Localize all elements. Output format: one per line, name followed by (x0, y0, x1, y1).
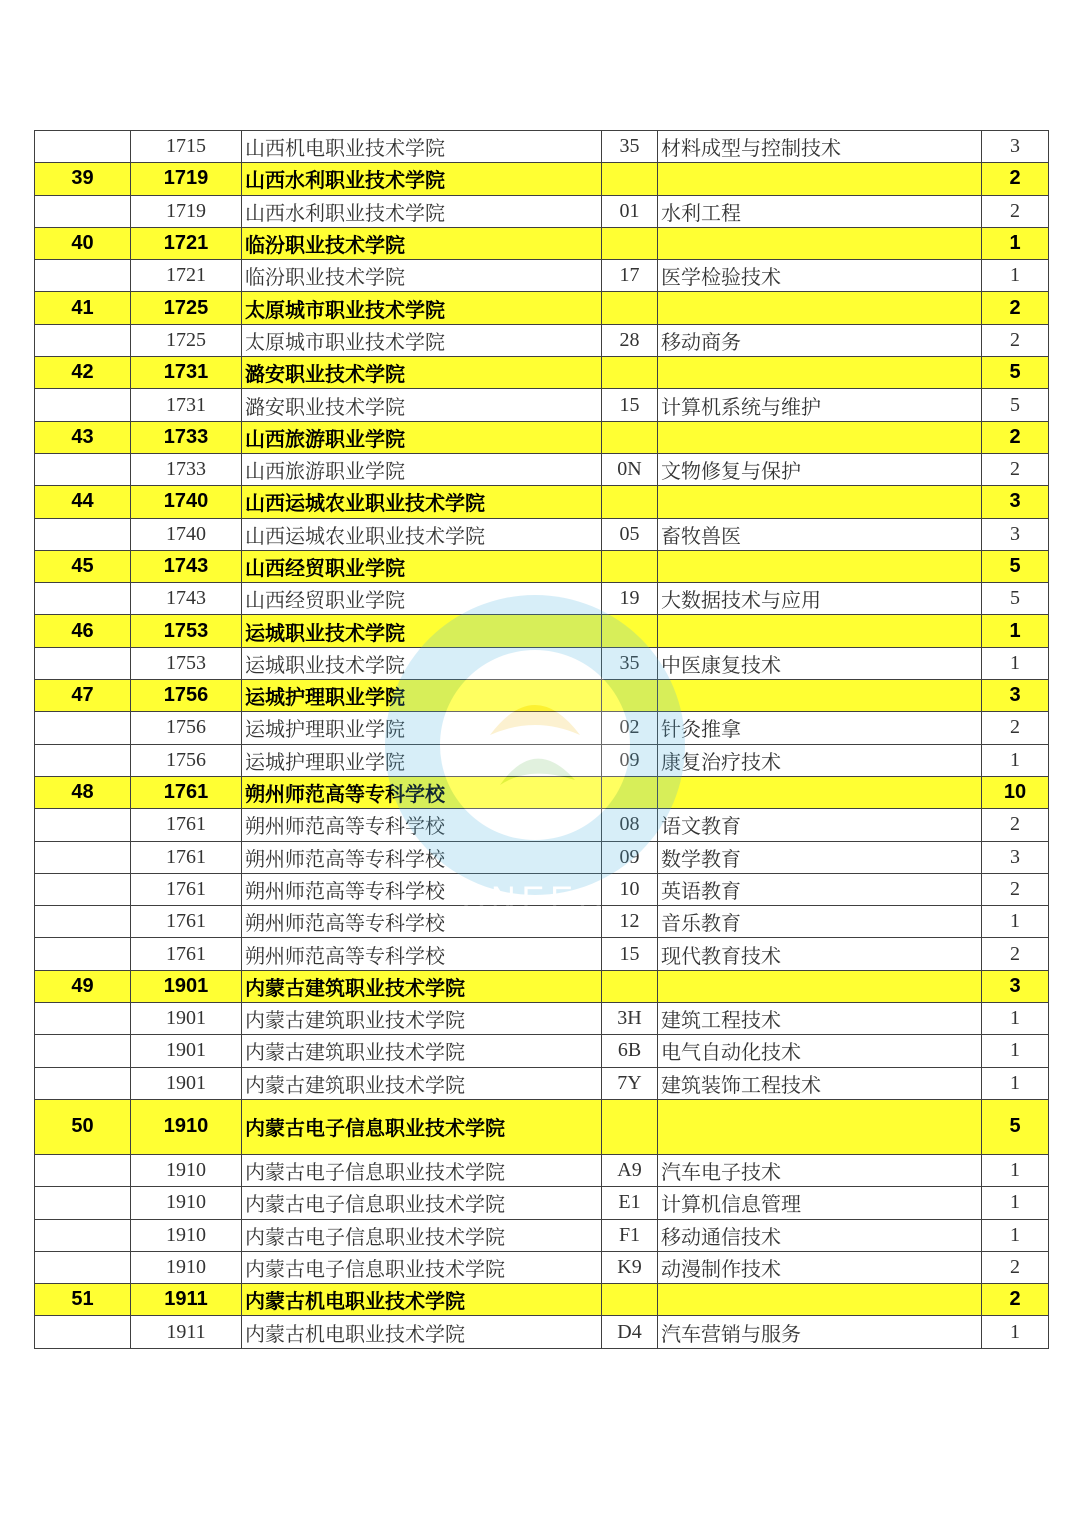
school-name: 内蒙古建筑职业技术学院 (242, 1067, 602, 1099)
plan-count: 2 (982, 195, 1049, 227)
school-name: 临汾职业技术学院 (242, 227, 602, 259)
row-index (35, 324, 131, 356)
plan-count: 3 (982, 841, 1049, 873)
school-row (35, 1099, 1049, 1154)
school-code: 1761 (131, 841, 242, 873)
row-index: 47 (35, 680, 131, 712)
school-name: 朔州师范高等专科学校 (242, 873, 602, 905)
major-name (658, 292, 982, 324)
major-code: 05 (602, 518, 658, 550)
school-name: 山西机电职业技术学院 (242, 131, 602, 163)
school-code: 1761 (131, 906, 242, 938)
school-code: 1761 (131, 809, 242, 841)
school-name: 潞安职业技术学院 (242, 389, 602, 421)
school-code: 1721 (131, 227, 242, 259)
school-code: 1761 (131, 938, 242, 970)
major-name: 汽车电子技术 (658, 1154, 982, 1186)
plan-count: 1 (982, 1035, 1049, 1067)
school-code: 1733 (131, 421, 242, 453)
school-row (35, 1284, 1049, 1316)
school-name: 山西运城农业职业技术学院 (242, 518, 602, 550)
school-code: 1753 (131, 647, 242, 679)
major-name (658, 680, 982, 712)
major-name: 建筑装饰工程技术 (658, 1067, 982, 1099)
major-code: 09 (602, 744, 658, 776)
major-code: 3H (602, 1003, 658, 1035)
plan-count: 1 (982, 260, 1049, 292)
major-name (658, 1284, 982, 1316)
school-name: 山西水利职业技术学院 (242, 195, 602, 227)
major-name: 移动通信技术 (658, 1219, 982, 1251)
school-name: 潞安职业技术学院 (242, 357, 602, 389)
row-index: 49 (35, 970, 131, 1002)
major-code: 02 (602, 712, 658, 744)
row-index: 39 (35, 163, 131, 195)
school-row (35, 615, 1049, 647)
major-code (602, 486, 658, 518)
school-code: 1743 (131, 550, 242, 582)
row-index (35, 647, 131, 679)
row-index (35, 938, 131, 970)
school-code: 1910 (131, 1251, 242, 1283)
major-row (35, 324, 1049, 356)
major-row (35, 809, 1049, 841)
school-name: 朔州师范高等专科学校 (242, 938, 602, 970)
major-name: 畜牧兽医 (658, 518, 982, 550)
school-name: 内蒙古电子信息职业技术学院 (242, 1251, 602, 1283)
major-row (35, 1067, 1049, 1099)
major-name (658, 615, 982, 647)
school-row (35, 227, 1049, 259)
major-row (35, 583, 1049, 615)
major-code: 12 (602, 906, 658, 938)
major-row (35, 647, 1049, 679)
school-code: 1761 (131, 776, 242, 808)
school-name: 朔州师范高等专科学校 (242, 809, 602, 841)
plan-count: 5 (982, 550, 1049, 582)
school-code: 1725 (131, 292, 242, 324)
plan-count: 2 (982, 453, 1049, 485)
major-name: 计算机系统与维护 (658, 389, 982, 421)
school-name: 临汾职业技术学院 (242, 260, 602, 292)
school-name: 内蒙古建筑职业技术学院 (242, 1035, 602, 1067)
plan-count: 10 (982, 776, 1049, 808)
school-code: 1731 (131, 357, 242, 389)
plan-count: 1 (982, 1219, 1049, 1251)
major-name: 中医康复技术 (658, 647, 982, 679)
school-row (35, 970, 1049, 1002)
major-row (35, 1219, 1049, 1251)
major-row (35, 389, 1049, 421)
school-name: 山西经贸职业学院 (242, 550, 602, 582)
major-name: 计算机信息管理 (658, 1187, 982, 1219)
school-code: 1761 (131, 873, 242, 905)
plan-count: 1 (982, 1067, 1049, 1099)
school-code: 1753 (131, 615, 242, 647)
plan-count: 2 (982, 421, 1049, 453)
major-name: 文物修复与保护 (658, 453, 982, 485)
major-code (602, 615, 658, 647)
school-name: 太原城市职业技术学院 (242, 292, 602, 324)
major-name: 建筑工程技术 (658, 1003, 982, 1035)
row-index (35, 1187, 131, 1219)
school-name: 山西旅游职业学院 (242, 421, 602, 453)
major-name (658, 357, 982, 389)
major-code: 7Y (602, 1067, 658, 1099)
major-code (602, 1099, 658, 1154)
school-code: 1910 (131, 1219, 242, 1251)
row-index: 41 (35, 292, 131, 324)
school-code: 1731 (131, 389, 242, 421)
row-index (35, 1154, 131, 1186)
row-index (35, 1067, 131, 1099)
plan-count: 1 (982, 1187, 1049, 1219)
major-code: 17 (602, 260, 658, 292)
school-code: 1910 (131, 1154, 242, 1186)
plan-count: 1 (982, 744, 1049, 776)
school-name: 内蒙古电子信息职业技术学院 (242, 1219, 602, 1251)
major-row (35, 938, 1049, 970)
school-row (35, 680, 1049, 712)
row-index: 50 (35, 1099, 131, 1154)
school-code: 1725 (131, 324, 242, 356)
plan-count: 2 (982, 938, 1049, 970)
plan-count: 5 (982, 583, 1049, 615)
major-name: 电气自动化技术 (658, 1035, 982, 1067)
plan-count: 2 (982, 163, 1049, 195)
major-row (35, 131, 1049, 163)
major-code: 08 (602, 809, 658, 841)
major-row (35, 1154, 1049, 1186)
major-name: 动漫制作技术 (658, 1251, 982, 1283)
school-code: 1911 (131, 1316, 242, 1348)
major-row (35, 1316, 1049, 1348)
major-row (35, 453, 1049, 485)
major-code (602, 227, 658, 259)
major-name: 移动商务 (658, 324, 982, 356)
major-name: 英语教育 (658, 873, 982, 905)
major-code: 15 (602, 938, 658, 970)
major-code (602, 1284, 658, 1316)
major-code: D4 (602, 1316, 658, 1348)
row-index (35, 1316, 131, 1348)
school-code: 1743 (131, 583, 242, 615)
row-index (35, 389, 131, 421)
major-name (658, 163, 982, 195)
major-name: 大数据技术与应用 (658, 583, 982, 615)
row-index (35, 195, 131, 227)
major-code: 6B (602, 1035, 658, 1067)
major-code: K9 (602, 1251, 658, 1283)
school-code: 1715 (131, 131, 242, 163)
major-code (602, 292, 658, 324)
major-row (35, 906, 1049, 938)
plan-count: 1 (982, 615, 1049, 647)
major-row (35, 744, 1049, 776)
major-code: 19 (602, 583, 658, 615)
school-name: 朔州师范高等专科学校 (242, 841, 602, 873)
plan-count: 1 (982, 1154, 1049, 1186)
school-name: 内蒙古建筑职业技术学院 (242, 1003, 602, 1035)
row-index (35, 744, 131, 776)
school-row (35, 163, 1049, 195)
plan-count: 2 (982, 712, 1049, 744)
major-name: 音乐教育 (658, 906, 982, 938)
plan-count: 2 (982, 809, 1049, 841)
major-row (35, 712, 1049, 744)
major-row (35, 1187, 1049, 1219)
major-code: 01 (602, 195, 658, 227)
plan-count: 2 (982, 324, 1049, 356)
major-name: 现代教育技术 (658, 938, 982, 970)
major-code: 0N (602, 453, 658, 485)
major-code (602, 550, 658, 582)
school-name: 运城职业技术学院 (242, 615, 602, 647)
row-index: 45 (35, 550, 131, 582)
major-name: 针灸推拿 (658, 712, 982, 744)
plan-count: 1 (982, 647, 1049, 679)
school-code: 1901 (131, 1067, 242, 1099)
major-code: 15 (602, 389, 658, 421)
school-code: 1721 (131, 260, 242, 292)
school-name: 运城护理职业学院 (242, 744, 602, 776)
major-name: 汽车营销与服务 (658, 1316, 982, 1348)
plan-count: 5 (982, 1099, 1049, 1154)
row-index (35, 841, 131, 873)
school-code: 1910 (131, 1187, 242, 1219)
major-row (35, 518, 1049, 550)
row-index (35, 1251, 131, 1283)
major-name (658, 970, 982, 1002)
school-code: 1719 (131, 163, 242, 195)
row-index (35, 712, 131, 744)
plan-count: 5 (982, 357, 1049, 389)
school-name: 运城职业技术学院 (242, 647, 602, 679)
school-code: 1756 (131, 744, 242, 776)
school-row (35, 486, 1049, 518)
school-code: 1911 (131, 1284, 242, 1316)
school-name: 内蒙古机电职业技术学院 (242, 1316, 602, 1348)
row-index (35, 1035, 131, 1067)
school-code: 1756 (131, 680, 242, 712)
row-index: 46 (35, 615, 131, 647)
major-code (602, 163, 658, 195)
row-index: 42 (35, 357, 131, 389)
row-index (35, 906, 131, 938)
major-row (35, 841, 1049, 873)
row-index (35, 809, 131, 841)
major-name: 水利工程 (658, 195, 982, 227)
major-code: A9 (602, 1154, 658, 1186)
school-code: 1733 (131, 453, 242, 485)
school-name: 内蒙古机电职业技术学院 (242, 1284, 602, 1316)
school-code: 1910 (131, 1099, 242, 1154)
school-code: 1756 (131, 712, 242, 744)
school-name: 山西旅游职业学院 (242, 453, 602, 485)
plan-count: 3 (982, 970, 1049, 1002)
major-name (658, 227, 982, 259)
enrollment-plan-table (34, 130, 1049, 1349)
school-name: 内蒙古建筑职业技术学院 (242, 970, 602, 1002)
major-name: 康复治疗技术 (658, 744, 982, 776)
row-index (35, 260, 131, 292)
plan-count: 3 (982, 486, 1049, 518)
row-index: 44 (35, 486, 131, 518)
row-index (35, 518, 131, 550)
major-row (35, 260, 1049, 292)
row-index (35, 453, 131, 485)
major-row (35, 1035, 1049, 1067)
row-index: 48 (35, 776, 131, 808)
plan-count: 5 (982, 389, 1049, 421)
table-body (35, 131, 1049, 1349)
major-name (658, 776, 982, 808)
school-code: 1901 (131, 970, 242, 1002)
major-code (602, 776, 658, 808)
plan-count: 2 (982, 1284, 1049, 1316)
row-index (35, 131, 131, 163)
plan-count: 3 (982, 518, 1049, 550)
school-name: 山西经贸职业学院 (242, 583, 602, 615)
plan-count: 1 (982, 227, 1049, 259)
major-name (658, 421, 982, 453)
watermark-text: SNEEA (462, 880, 608, 918)
school-name: 山西水利职业技术学院 (242, 163, 602, 195)
major-code (602, 357, 658, 389)
school-name: 朔州师范高等专科学校 (242, 776, 602, 808)
school-name: 山西运城农业职业技术学院 (242, 486, 602, 518)
major-row (35, 1003, 1049, 1035)
school-code: 1901 (131, 1003, 242, 1035)
row-index: 51 (35, 1284, 131, 1316)
major-code: E1 (602, 1187, 658, 1219)
major-name (658, 550, 982, 582)
row-index (35, 1003, 131, 1035)
school-row (35, 776, 1049, 808)
plan-count: 1 (982, 1003, 1049, 1035)
school-name: 内蒙古电子信息职业技术学院 (242, 1187, 602, 1219)
major-code (602, 421, 658, 453)
major-name (658, 1099, 982, 1154)
major-name: 医学检验技术 (658, 260, 982, 292)
major-code: 09 (602, 841, 658, 873)
major-code (602, 680, 658, 712)
school-code: 1740 (131, 486, 242, 518)
row-index (35, 583, 131, 615)
row-index (35, 1219, 131, 1251)
row-index: 40 (35, 227, 131, 259)
school-name: 运城护理职业学院 (242, 680, 602, 712)
major-name: 材料成型与控制技术 (658, 131, 982, 163)
major-row (35, 873, 1049, 905)
major-code: 35 (602, 647, 658, 679)
row-index (35, 873, 131, 905)
school-row (35, 550, 1049, 582)
school-name: 运城护理职业学院 (242, 712, 602, 744)
school-code: 1719 (131, 195, 242, 227)
major-code: F1 (602, 1219, 658, 1251)
row-index: 43 (35, 421, 131, 453)
major-code: 35 (602, 131, 658, 163)
major-name: 数学教育 (658, 841, 982, 873)
major-row (35, 195, 1049, 227)
school-code: 1901 (131, 1035, 242, 1067)
school-name: 内蒙古电子信息职业技术学院 (242, 1099, 602, 1154)
major-code (602, 970, 658, 1002)
major-code: 28 (602, 324, 658, 356)
plan-count: 2 (982, 1251, 1049, 1283)
major-code: 10 (602, 873, 658, 905)
school-row (35, 292, 1049, 324)
school-row (35, 357, 1049, 389)
major-name (658, 486, 982, 518)
major-row (35, 1251, 1049, 1283)
school-name: 内蒙古电子信息职业技术学院 (242, 1154, 602, 1186)
plan-count: 3 (982, 680, 1049, 712)
plan-count: 2 (982, 873, 1049, 905)
major-name: 语文教育 (658, 809, 982, 841)
plan-count: 1 (982, 906, 1049, 938)
plan-count: 3 (982, 131, 1049, 163)
school-name: 太原城市职业技术学院 (242, 324, 602, 356)
school-name: 朔州师范高等专科学校 (242, 906, 602, 938)
school-row (35, 421, 1049, 453)
school-code: 1740 (131, 518, 242, 550)
plan-count: 2 (982, 292, 1049, 324)
plan-count: 1 (982, 1316, 1049, 1348)
